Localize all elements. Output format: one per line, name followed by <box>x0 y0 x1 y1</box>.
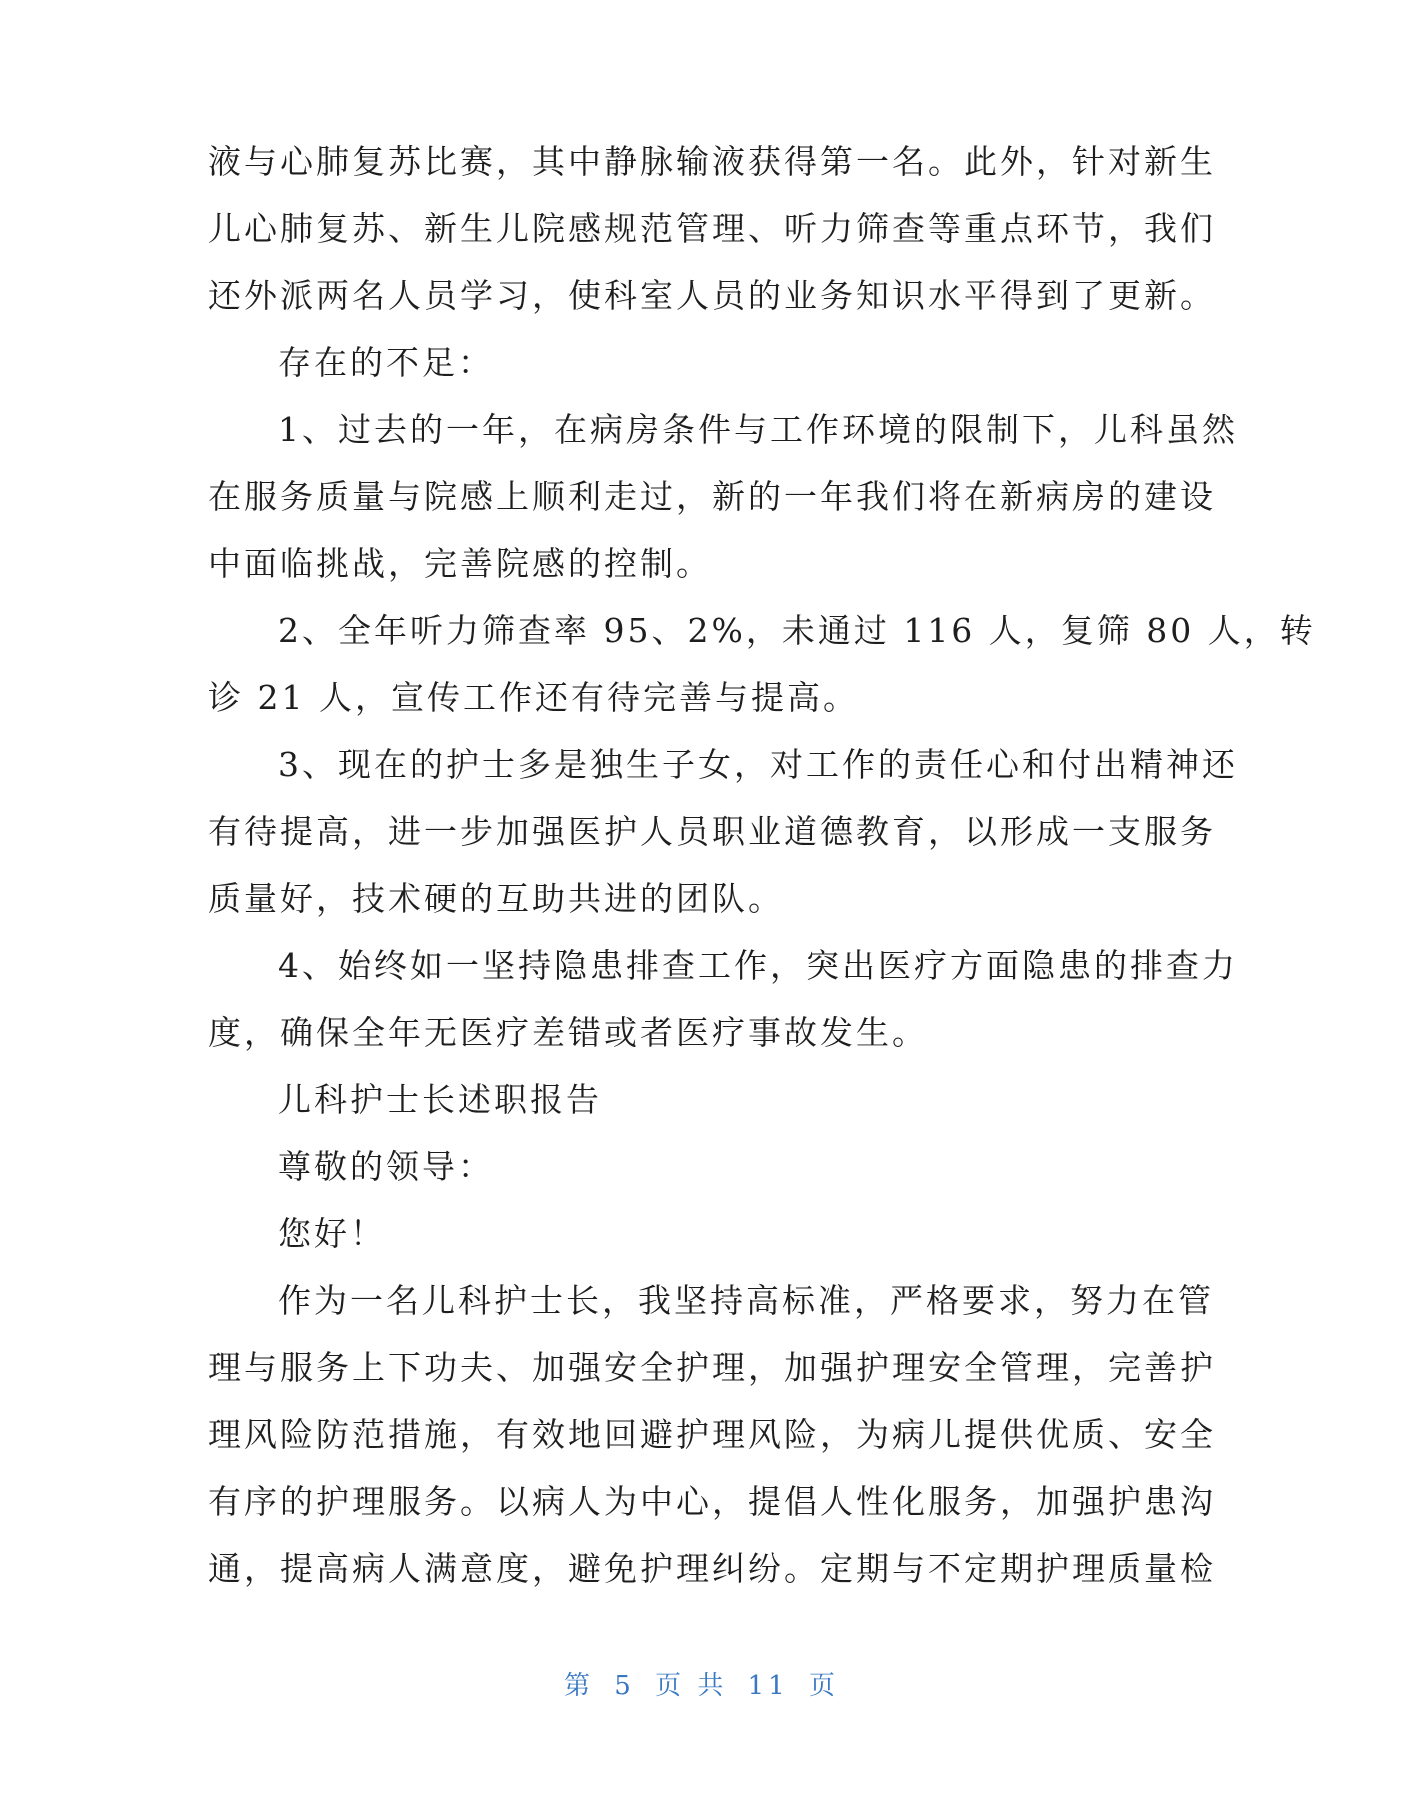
text-line: 您好！ <box>278 1214 386 1253</box>
text-line: 还外派两名人员学习，使科室人员的业务知识水平得到了更新。 <box>208 276 1216 315</box>
text-line: 儿心肺复苏、新生儿院感规范管理、听力筛查等重点环节，我们 <box>208 209 1216 248</box>
footer-current-page: 5 <box>614 1671 635 1701</box>
text-line: 儿科护士长述职报告 <box>278 1080 602 1119</box>
text-line: 1、过去的一年，在病房条件与工作环境的限制下，儿科虽然 <box>278 410 1238 449</box>
text-line: 理风险防范措施，有效地回避护理风险，为病儿提供优质、安全 <box>208 1415 1216 1454</box>
document-body <box>208 128 1316 1602</box>
footer-suffix: 页 <box>808 1671 839 1701</box>
text-line: 作为一名儿科护士长，我坚持高标准，严格要求，努力在管 <box>278 1281 1214 1320</box>
text-line: 在服务质量与院感上顺利走过，新的一年我们将在新病房的建设 <box>208 477 1216 516</box>
text-line: 质量好，技术硬的互助共进的团队。 <box>208 879 784 918</box>
text-line: 4、始终如一坚持隐患排查工作，突出医疗方面隐患的排查力 <box>278 946 1238 985</box>
text-line: 3、现在的护士多是独生子女，对工作的责任心和付出精神还 <box>278 745 1238 784</box>
text-line: 有序的护理服务。以病人为中心，提倡人性化服务，加强护患沟 <box>208 1482 1216 1521</box>
text-line: 液与心肺复苏比赛，其中静脉输液获得第一名。此外，针对新生 <box>208 142 1216 181</box>
text-line: 诊 21 人，宣传工作还有待完善与提高。 <box>208 678 859 717</box>
text-line: 中面临挑战，完善院感的控制。 <box>208 544 712 583</box>
text-line: 尊敬的领导： <box>278 1147 494 1186</box>
text-line: 度，确保全年无医疗差错或者医疗事故发生。 <box>208 1013 928 1052</box>
text-line: 存在的不足： <box>278 343 494 382</box>
text-line: 2、全年听力筛查率 95、2%，未通过 116 人，复筛 80 人，转 <box>278 611 1316 650</box>
text-line: 理与服务上下功夫、加强安全护理，加强护理安全管理，完善护 <box>208 1348 1216 1387</box>
page-footer <box>0 1665 1403 1702</box>
footer-prefix: 第 <box>564 1671 595 1701</box>
footer-total-pages: 11 <box>747 1671 789 1701</box>
text-line: 通，提高病人满意度，避免护理纠纷。定期与不定期护理质量检 <box>208 1549 1216 1588</box>
text-line: 有待提高，进一步加强医护人员职业道德教育，以形成一支服务 <box>208 812 1216 851</box>
footer-middle: 页 共 <box>655 1671 728 1701</box>
